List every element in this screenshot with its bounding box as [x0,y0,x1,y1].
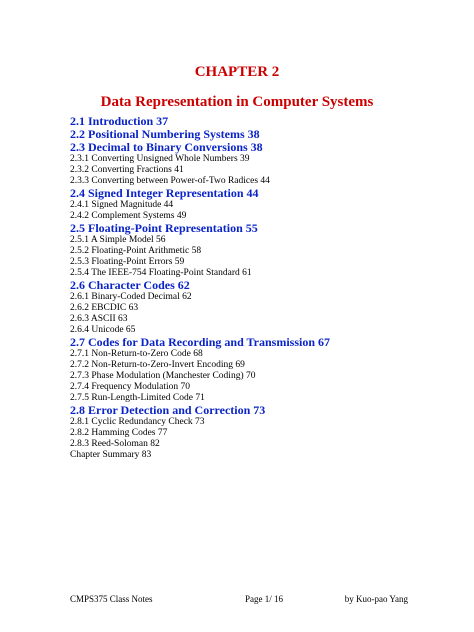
toc-subsection: 2.8.3 Reed-Soloman 82 [70,439,160,449]
toc-subsection: 2.3.3 Converting between Power-of-Two Radices 44 [70,176,270,186]
toc-subsection: 2.6.1 Binary-Coded Decimal 62 [70,292,192,302]
footer-author: by Kuo-pao Yang [344,594,408,604]
chapter-number: CHAPTER 2 [194,64,280,80]
toc-subsection: 2.6.4 Unicode 65 [70,325,136,335]
footer-page-number: Page 1/ 16 [245,594,283,604]
toc-section: 2.5 Floating-Point Representation 55 [70,221,258,235]
toc-section: 2.6 Character Codes 62 [70,278,190,292]
toc-subsection: 2.8.2 Hamming Codes 77 [70,428,168,438]
toc-subsection: 2.7.3 Phase Modulation (Manchester Coding) 70 [70,371,256,381]
toc-section: 2.3 Decimal to Binary Conversions 38 [70,140,263,154]
toc-subsection: 2.5.2 Floating-Point Arithmetic 58 [70,246,202,256]
toc-subsection: 2.7.4 Frequency Modulation 70 [70,382,191,392]
toc-section: 2.8 Error Detection and Correction 73 [70,403,266,417]
toc-subsection: 2.5.4 The IEEE-754 Floating-Point Standard 61 [70,268,252,278]
toc-section: 2.2 Positional Numbering Systems 38 [70,127,260,141]
toc-section: 2.7 Codes for Data Recording and Transmission 67 [70,335,331,349]
toc-subsection: 2.3.2 Converting Fractions 41 [70,165,184,175]
toc-subsection: 2.7.5 Run-Length-Limited Code 71 [70,393,205,403]
page-footer [70,594,408,606]
footer-course: CMPS375 Class Notes [70,594,153,604]
toc-section: 2.4 Signed Integer Representation 44 [70,186,259,200]
toc-subsection: 2.8.1 Cyclic Redundancy Check 73 [70,417,205,427]
chapter-title: Data Representation in Computer Systems [100,94,374,110]
toc-subsection: 2.5.1 A Simple Model 56 [70,235,166,245]
toc-subsection: 2.5.3 Floating-Point Errors 59 [70,257,185,267]
toc-subsection: 2.7.1 Non-Return-to-Zero Code 68 [70,349,203,359]
table-of-contents [70,115,450,461]
toc-subsection: 2.4.1 Signed Magnitude 44 [70,200,174,210]
toc-subsection: 2.6.3 ASCII 63 [70,314,128,324]
toc-subsection: Chapter Summary 83 [70,450,152,460]
toc-section: 2.1 Introduction 37 [70,114,169,128]
toc-subsection: 2.4.2 Complement Systems 49 [70,211,187,221]
toc-subsection: 2.3.1 Converting Unsigned Whole Numbers 39 [70,154,250,164]
toc-subsection: 2.6.2 EBCDIC 63 [70,303,139,313]
toc-subsection: 2.7.2 Non-Return-to-Zero-Invert Encoding 69 [70,360,245,370]
